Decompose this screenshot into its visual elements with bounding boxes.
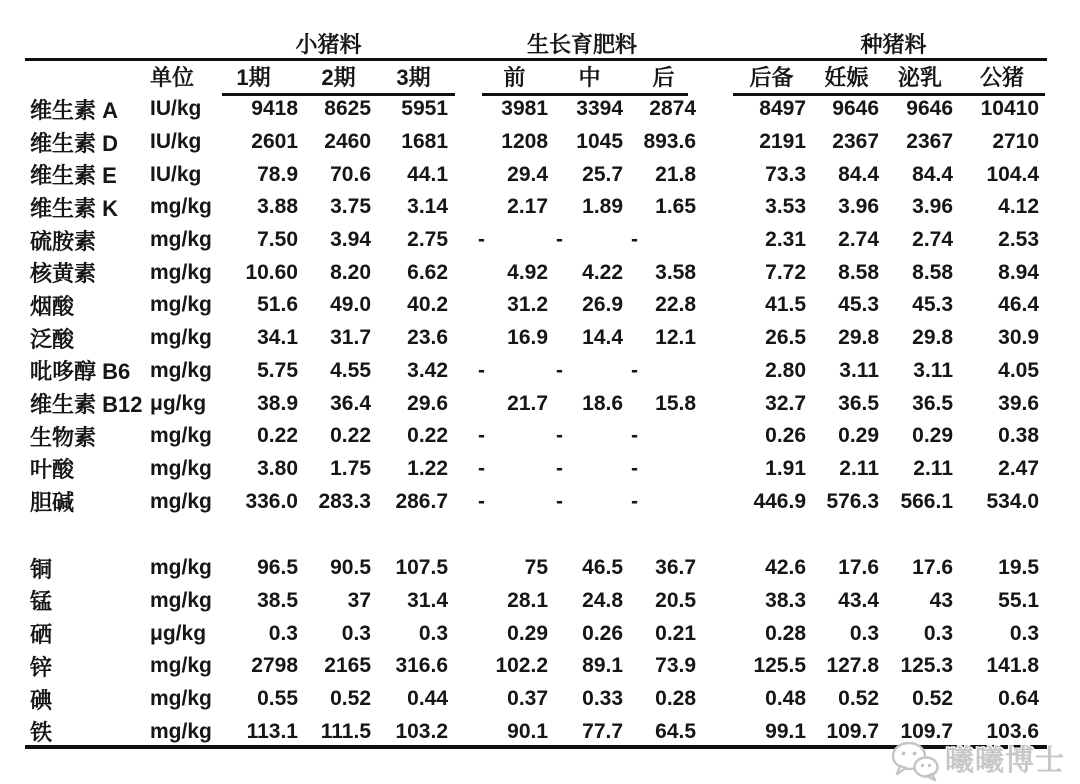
value-cell: 23.6 [407,326,449,350]
value-cell: 113.1 [246,719,298,743]
value-cell: - [478,456,486,480]
value-cell: 45.3 [838,293,880,317]
value-cell: 111.5 [320,719,371,743]
value-cell: 109.7 [900,719,954,743]
value-cell: 2.47 [998,456,1040,480]
value-cell: 73.3 [765,162,807,186]
table-row [25,355,1047,388]
row-label: 烟酸 [30,293,75,319]
row-label: 吡哆醇 B6 [30,359,131,385]
value-cell: 0.3 [923,621,954,645]
watermark-text: 曦曦博士 [945,744,1066,777]
col-header-phase2: 2期 [321,64,356,90]
value-cell: 893.6 [643,130,697,154]
value-cell: 576.3 [826,489,880,513]
value-cell: 0.64 [998,687,1040,711]
value-cell: 36.4 [330,391,371,415]
row-unit: mg/kg [150,293,212,317]
value-cell: 0.3 [341,621,371,645]
row-unit: IU/kg [150,97,202,121]
value-cell: 0.55 [257,687,298,711]
group-header-breeder-feed: 种猪料 [860,31,927,57]
value-cell: 29.4 [507,162,549,186]
unit-column-header: 单位 [150,64,195,90]
value-cell: 3.11 [839,358,880,382]
value-cell: 102.2 [495,654,549,678]
table-row [25,224,1047,257]
table-row [25,683,1047,716]
value-cell: 0.37 [507,687,549,711]
value-cell: 127.8 [826,654,880,678]
value-cell: 0.38 [998,424,1040,448]
value-cell: 0.28 [765,621,807,645]
row-unit: mg/kg [150,687,212,711]
row-label: 叶酸 [30,457,75,483]
table-row [25,93,1047,126]
value-cell: 21.8 [655,162,697,186]
value-cell: 41.5 [765,293,807,317]
value-cell: 4.92 [507,260,549,284]
row-label: 锌 [30,654,53,680]
value-cell: 8.94 [998,260,1040,284]
value-cell: 1045 [576,130,624,154]
table-row [25,387,1047,420]
value-cell: 2798 [251,654,298,678]
value-cell: 8.20 [330,260,371,284]
group-header-piglet-feed: 小猪料 [295,31,362,57]
value-cell: 0.52 [912,687,954,711]
table-row [25,650,1047,683]
table-row [25,552,1047,585]
value-cell: 2367 [832,130,880,154]
value-cell: 3.96 [912,195,954,219]
col-header-gilt: 后备 [749,64,794,90]
value-cell: 4.12 [998,195,1040,219]
value-cell: 5951 [401,97,449,121]
value-cell: 22.8 [655,293,697,317]
value-cell: 30.9 [998,326,1040,350]
value-cell: 4.55 [330,358,371,382]
value-cell: 20.5 [655,588,697,612]
value-cell: 1681 [401,130,449,154]
value-cell: 125.5 [753,654,807,678]
col-header-early: 前 [503,64,526,90]
value-cell: 9418 [251,97,298,121]
value-cell: 1208 [501,130,549,154]
value-cell: 42.6 [765,556,807,580]
table-row [25,420,1047,453]
empty-unit-corner-cell [148,27,205,59]
group-header-grower-finisher-feed: 生长育肥料 [527,31,638,57]
row-unit: μg/kg [150,621,207,645]
value-cell: 34.1 [257,326,298,350]
value-cell: 29.8 [838,326,880,350]
col-header-late: 后 [652,64,675,90]
value-cell: 7.72 [765,260,807,284]
value-cell: 51.6 [257,293,298,317]
value-cell: 0.48 [765,687,807,711]
value-cell: 2.11 [913,456,954,480]
row-unit: mg/kg [150,556,212,580]
value-cell: - [631,489,639,513]
value-cell: 8.58 [838,260,880,284]
value-cell: 38.5 [257,588,298,612]
value-cell: - [556,228,564,252]
row-label: 维生素 E [30,163,117,189]
value-cell: 3.80 [257,456,298,480]
column-header-row [25,59,1047,93]
value-cell: 566.1 [900,489,954,513]
value-cell: - [631,424,639,448]
value-cell: 29.8 [912,326,954,350]
value-cell: 0.29 [912,424,954,448]
row-label: 铁 [30,720,53,746]
value-cell: 89.1 [582,654,624,678]
row-label: 胆碱 [30,490,75,516]
value-cell: 99.1 [765,719,807,743]
value-cell: 0.28 [655,687,697,711]
value-cell: 2191 [759,130,807,154]
row-unit: mg/kg [150,489,212,513]
value-cell: 46.4 [998,293,1040,317]
value-cell: 77.7 [582,719,624,743]
value-cell: 10410 [980,97,1040,121]
value-cell: 26.5 [765,326,807,350]
value-cell: 3.53 [765,195,807,219]
value-cell: 0.22 [330,424,371,448]
value-cell: 2.11 [839,456,880,480]
value-cell: 55.1 [998,588,1040,612]
value-cell: 0.26 [765,424,807,448]
value-cell: - [478,424,486,448]
row-label: 铜 [30,556,53,582]
value-cell: - [631,358,639,382]
value-cell: 141.8 [986,654,1040,678]
value-cell: 31.4 [407,588,449,612]
value-cell: 316.6 [395,654,449,678]
row-unit: μg/kg [150,391,207,415]
value-cell: 36.5 [912,391,954,415]
value-cell: 49.0 [330,293,371,317]
value-cell: 6.62 [407,260,449,284]
value-cell: 283.3 [318,489,371,513]
value-cell: 32.7 [765,391,807,415]
table-row [25,126,1047,159]
row-unit: mg/kg [150,358,212,382]
value-cell: 36.7 [655,556,697,580]
value-cell: - [631,228,639,252]
row-label: 碘 [30,687,53,713]
value-cell: 3.11 [913,358,954,382]
value-cell: 2.74 [838,228,880,252]
value-cell: 29.6 [407,391,449,415]
value-cell: 2.53 [998,228,1040,252]
value-cell: 43 [929,588,954,612]
value-cell: 16.9 [507,326,549,350]
value-cell: 4.22 [582,260,624,284]
value-cell: 2.31 [765,228,807,252]
value-cell: 3981 [501,97,549,121]
table-row [25,191,1047,224]
value-cell: 107.5 [395,556,449,580]
row-label: 维生素 D [30,130,119,156]
row-unit: mg/kg [150,719,212,743]
value-cell: 44.1 [407,162,449,186]
value-cell: - [478,489,486,513]
value-cell: 104.4 [986,162,1040,186]
value-cell: 103.2 [395,719,449,743]
value-cell: - [478,228,486,252]
row-label: 核黄素 [30,261,97,287]
table-row [25,453,1047,486]
value-cell: 21.7 [507,391,549,415]
col-header-gestation: 妊娠 [824,64,869,90]
value-cell: 0.52 [838,687,880,711]
col-header-phase3: 3期 [396,64,431,90]
col-header-phase1: 1期 [236,64,271,90]
value-cell: 14.4 [582,326,624,350]
row-label: 维生素 K [30,195,119,221]
row-label: 硫胺素 [30,228,97,254]
value-cell: - [556,456,564,480]
value-cell: 336.0 [245,489,298,513]
value-cell: - [556,489,564,513]
row-label: 泛酸 [30,326,75,352]
value-cell: 90.1 [507,719,549,743]
row-unit: mg/kg [150,260,212,284]
value-cell: 2710 [992,130,1040,154]
value-cell: 0.33 [582,687,624,711]
table-row [25,585,1047,618]
value-cell: 7.50 [257,228,298,252]
value-cell: 10.60 [245,260,298,284]
value-cell: 37 [347,588,371,612]
row-unit: mg/kg [150,326,212,350]
value-cell: 2601 [251,130,298,154]
value-cell: 8497 [759,97,807,121]
value-cell: 4.05 [998,358,1040,382]
value-cell: 534.0 [986,489,1040,513]
value-cell: 3394 [576,97,624,121]
empty-label-header [25,59,148,93]
value-cell: 2165 [324,654,371,678]
value-cell: 3.94 [330,228,371,252]
table-row [25,289,1047,322]
value-cell: - [631,456,639,480]
value-cell: 64.5 [655,719,697,743]
row-unit: mg/kg [150,424,212,448]
row-unit: IU/kg [150,130,202,154]
value-cell: 2874 [649,97,697,121]
value-cell: 3.42 [407,358,449,382]
col-header-mid: 中 [578,64,601,90]
row-unit: mg/kg [150,228,212,252]
value-cell: 45.3 [912,293,954,317]
row-label: 生物素 [30,424,97,450]
value-cell: 0.3 [268,621,298,645]
value-cell: 8.58 [912,260,954,284]
section-spacer-row [25,518,1047,552]
table-row [25,158,1047,191]
value-cell: 8625 [324,97,371,121]
value-cell: 84.4 [838,162,880,186]
value-cell: 5.75 [257,358,298,382]
row-unit: mg/kg [150,456,212,480]
value-cell: 39.6 [998,391,1040,415]
value-cell: 78.9 [257,162,298,186]
value-cell: 0.3 [418,621,449,645]
value-cell: 1.89 [582,195,624,219]
empty-corner-cell [25,27,148,59]
value-cell: 43.4 [838,588,880,612]
value-cell: - [556,424,564,448]
table-row [25,322,1047,355]
value-cell: 40.2 [407,293,449,317]
value-cell: 70.6 [330,162,371,186]
value-cell: 286.7 [395,489,449,513]
value-cell: 0.3 [1009,621,1040,645]
value-cell: 1.91 [765,456,807,480]
value-cell: 0.44 [407,687,449,711]
value-cell: 84.4 [912,162,954,186]
value-cell: 17.6 [912,556,954,580]
value-cell: 46.5 [582,556,624,580]
value-cell: 3.75 [330,195,371,219]
value-cell: 3.96 [838,195,880,219]
value-cell: 90.5 [330,556,371,580]
nutrition-table [25,27,1047,748]
value-cell: 0.29 [838,424,880,448]
row-label: 锰 [30,589,53,615]
value-cell: 0.3 [849,621,880,645]
row-label: 硒 [30,622,53,648]
group-header-row [25,27,1047,59]
row-label: 维生素 B12 [30,392,143,418]
value-cell: 73.9 [655,654,697,678]
value-cell: 0.22 [407,424,449,448]
value-cell: 446.9 [753,489,807,513]
value-cell: 0.22 [257,424,298,448]
value-cell: 1.65 [655,195,697,219]
value-cell: 31.2 [507,293,549,317]
value-cell: 17.6 [838,556,880,580]
value-cell: 9646 [906,97,954,121]
value-cell: 0.26 [582,621,624,645]
value-cell: 3.14 [407,195,449,219]
table-row [25,617,1047,650]
value-cell: 1.22 [407,456,449,480]
value-cell: 36.5 [838,391,880,415]
table-row [25,256,1047,289]
value-cell: 18.6 [582,391,624,415]
value-cell: 2.80 [765,358,807,382]
value-cell: 1.75 [330,456,371,480]
value-cell: - [478,358,486,382]
row-unit: mg/kg [150,588,212,612]
table-row [25,715,1047,748]
value-cell: 2367 [906,130,954,154]
value-cell: - [556,358,564,382]
row-label: 维生素 A [30,97,119,123]
value-cell: 19.5 [998,556,1040,580]
value-cell: 31.7 [330,326,371,350]
table-row [25,485,1047,518]
row-unit: IU/kg [150,162,202,186]
row-unit: mg/kg [150,654,212,678]
value-cell: 3.88 [257,195,298,219]
value-cell: 0.21 [655,621,697,645]
value-cell: 2.74 [912,228,954,252]
value-cell: 0.52 [330,687,371,711]
value-cell: 38.3 [765,588,807,612]
value-cell: 38.9 [257,391,298,415]
value-cell: 2.17 [507,195,549,219]
value-cell: 96.5 [257,556,298,580]
value-cell: 12.1 [655,326,697,350]
value-cell: 26.9 [582,293,624,317]
value-cell: 15.8 [655,391,697,415]
value-cell: 9646 [832,97,880,121]
value-cell: 125.3 [900,654,954,678]
col-header-lactation: 泌乳 [898,64,943,90]
row-unit: mg/kg [150,195,212,219]
value-cell: 0.29 [507,621,549,645]
value-cell: 109.7 [826,719,880,743]
value-cell: 25.7 [582,162,624,186]
value-cell: 3.58 [655,260,697,284]
col-header-boar: 公猪 [980,64,1025,90]
value-cell: 103.6 [986,719,1040,743]
value-cell: 2.75 [407,228,449,252]
value-cell: 75 [524,556,549,580]
value-cell: 24.8 [582,588,624,612]
value-cell: 28.1 [507,588,549,612]
value-cell: 2460 [324,130,371,154]
